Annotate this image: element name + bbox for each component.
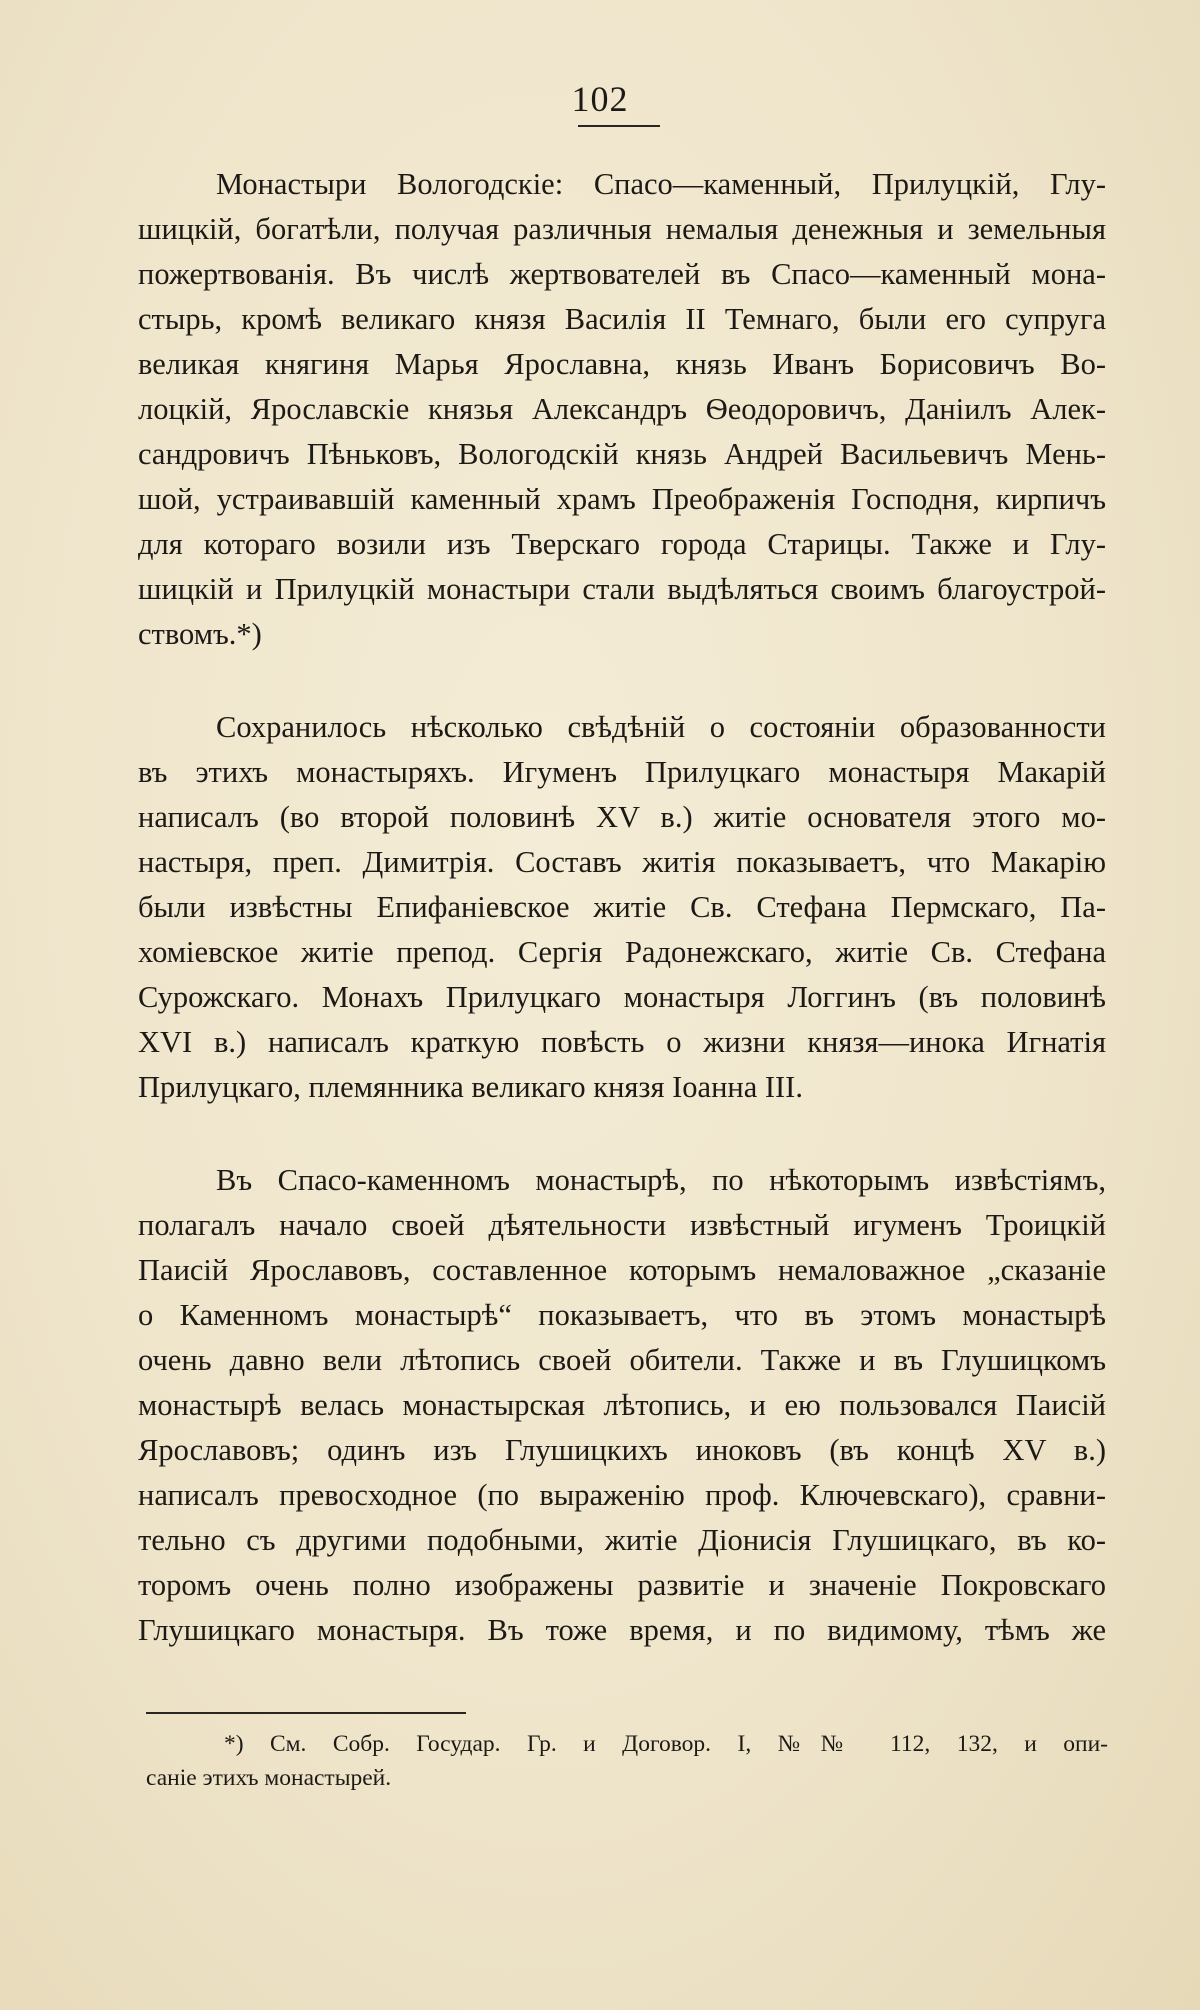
text-line: Въ Спасо-каменномъ монастырѣ, по нѣкоторымъ извѣстіямъ, [216,1163,1106,1197]
text-line: написалъ (во второй половинѣ XV в.) житіе основателя этого мо- [138,800,1106,834]
footnote-line: саніе этихъ монастырей. [146,1765,392,1791]
body-text [138,162,1106,1653]
text-line: пожертвованія. Въ числѣ жертвователей въ Спасо—каменный мона- [138,257,1106,291]
text-line: сандровичъ Пѣньковъ, Вологодскій князь Андрей Васильевичъ Мень- [138,437,1106,471]
footnote-divider [146,1712,466,1714]
text-line: Монастыри Вологодскіе: Спасо—каменный, Прилуцкій, Глу- [216,167,1106,201]
text-line: Сурожскаго. Монахъ Прилуцкаго монастыря Логгинъ (въ половинѣ [138,980,1106,1014]
text-line: шой, устраивавшій каменный храмъ Преображенія Господня, кирпичъ [138,482,1106,516]
text-line: написалъ превосходное (по выраженію проф. Ключевскаго), сравни- [138,1478,1106,1512]
text-line: полагалъ начало своей дѣятельности извѣстный игуменъ Троицкій [138,1208,1106,1242]
text-line: ствомъ.*) [138,617,262,651]
text-line: торомъ очень полно изображены развитіе и значеніе Покровскаго [138,1568,1106,1602]
text-line: шицкій, богатѣли, получая различныя немалыя денежныя и земельныя [138,212,1106,246]
text-line: настыря, преп. Димитрія. Составъ житія показываетъ, что Макарію [138,845,1106,879]
text-line: въ этихъ монастыряхъ. Игуменъ Прилуцкаго монастыря Макарій [138,755,1106,789]
text-line: Прилуцкаго, племянника великаго князя Іоанна III. [138,1070,803,1104]
paragraph-gap [138,1110,1106,1158]
footnote-line: *) См. Собр. Государ. Гр. и Договор. I, №№ 112, 132, и опи- [224,1731,1108,1757]
text-line: были извѣстны Епифаніевское житіе Св. Стефана Пермскаго, Па- [138,890,1106,924]
paragraph-gap [138,657,1106,705]
text-line: хоміевское житіе препод. Сергія Радонежскаго, житіе Св. Стефана [138,935,1106,969]
text-line: великая княгиня Марья Ярославна, князь Иванъ Борисовичъ Во- [138,347,1106,381]
page-number: 102 [571,79,629,119]
text-line: Ярославовъ; одинъ изъ Глушицкихъ иноковъ (въ концѣ XV в.) [138,1433,1106,1467]
text-line: шицкій и Прилуцкій монастыри стали выдѣляться своимъ благоустрой- [138,572,1106,606]
text-line: лоцкій, Ярославскіе князья Александръ Ѳеодоровичъ, Даніилъ Алек- [138,392,1106,426]
text-line: тельно съ другими подобными, житіе Діонисія Глушицкаго, въ ко- [138,1523,1106,1557]
footnote [146,1727,1108,1795]
text-line: для котораго возили изъ Тверскаго города Старицы. Также и Глу- [138,527,1106,561]
text-line: Глушицкаго монастыря. Въ тоже время, и по видимому, тѣмъ же [138,1613,1106,1647]
text-line: XVI в.) написалъ краткую повѣсть о жизни князя—инока Игнатія [138,1025,1106,1059]
text-line: Паисій Ярославовъ, составленное которымъ немаловажное „сказаніе [138,1253,1106,1287]
text-line: стырь, кромѣ великаго князя Василія II Темнаго, были его супруга [138,302,1106,336]
text-line: о Каменномъ монастырѣ“ показываетъ, что въ этомъ монастырѣ [138,1298,1106,1332]
text-line: Сохранилось нѣсколько свѣдѣній о состояніи образованности [216,710,1106,744]
text-line: монастырѣ велась монастырская лѣтопись, и ею пользовался Паисій [138,1388,1106,1422]
page-number-underline [578,125,660,127]
text-line: очень давно вели лѣтопись своей обители. Также и въ Глушицкомъ [138,1343,1106,1377]
